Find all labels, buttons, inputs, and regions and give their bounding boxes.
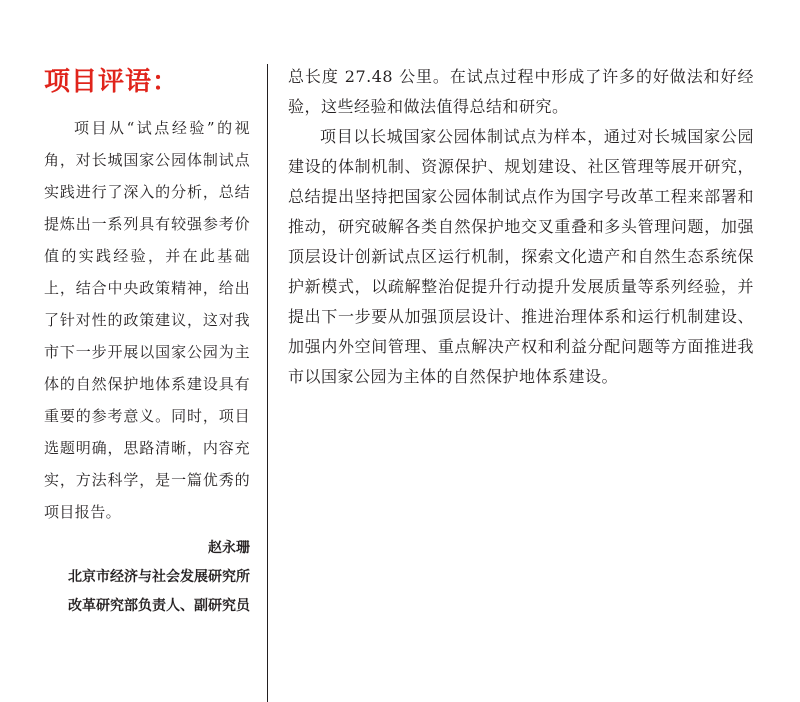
- review-text: 项目从“试点经验”的视角，对长城国家公园体制试点实践进行了深入的分析，总结提炼出一系列具有较强参考价值的实践经验，并在此基础上，结合中央政策精神，给出了针对性的政策建议，这对我市下一步开展以国家公园为主体的自然保护地体系建设具有重要的参考意义。同时，项目选题明确，思路清晰，内容充实，方法科学，是一篇优秀的项目报告。: [44, 119, 250, 521]
- body-paragraph-2: 项目以长城国家公园体制试点为样本，通过对长城国家公园建设的体制机制、资源保护、规划建设、社区管理等展开研究，总结提出坚持把国家公园体制试点作为国字号改革工程来部署和推动，研究破解各类自然保护地交叉重叠和多头管理问题，加强顶层设计创新试点区运行机制，探索文化遗产和自然生态系统保护新模式，以疏解整治促提升行动提升发展质量等系列经验，并提出下一步要从加强顶层设计、推进治理体系和运行机制建设、加强内外空间管理、重点解决产权和利益分配问题等方面推进我市以国家公园为主体的自然保护地体系建设。: [288, 127, 754, 386]
- review-column: [44, 62, 250, 621]
- review-heading: 项目评语：: [44, 67, 180, 97]
- reviewer-org: 北京市经济与社会发展研究所: [68, 569, 250, 585]
- reviewer-signature: [44, 534, 250, 621]
- column-divider: [267, 64, 268, 702]
- body-column: [288, 62, 754, 392]
- reviewer-name: 赵永珊: [208, 540, 250, 556]
- reviewer-title: 改革研究部负责人、副研究员: [68, 598, 250, 614]
- body-paragraph-1: 总长度 27.48 公里。在试点过程中形成了许多的好做法和好经验，这些经验和做法值得总结和研究。: [288, 67, 754, 116]
